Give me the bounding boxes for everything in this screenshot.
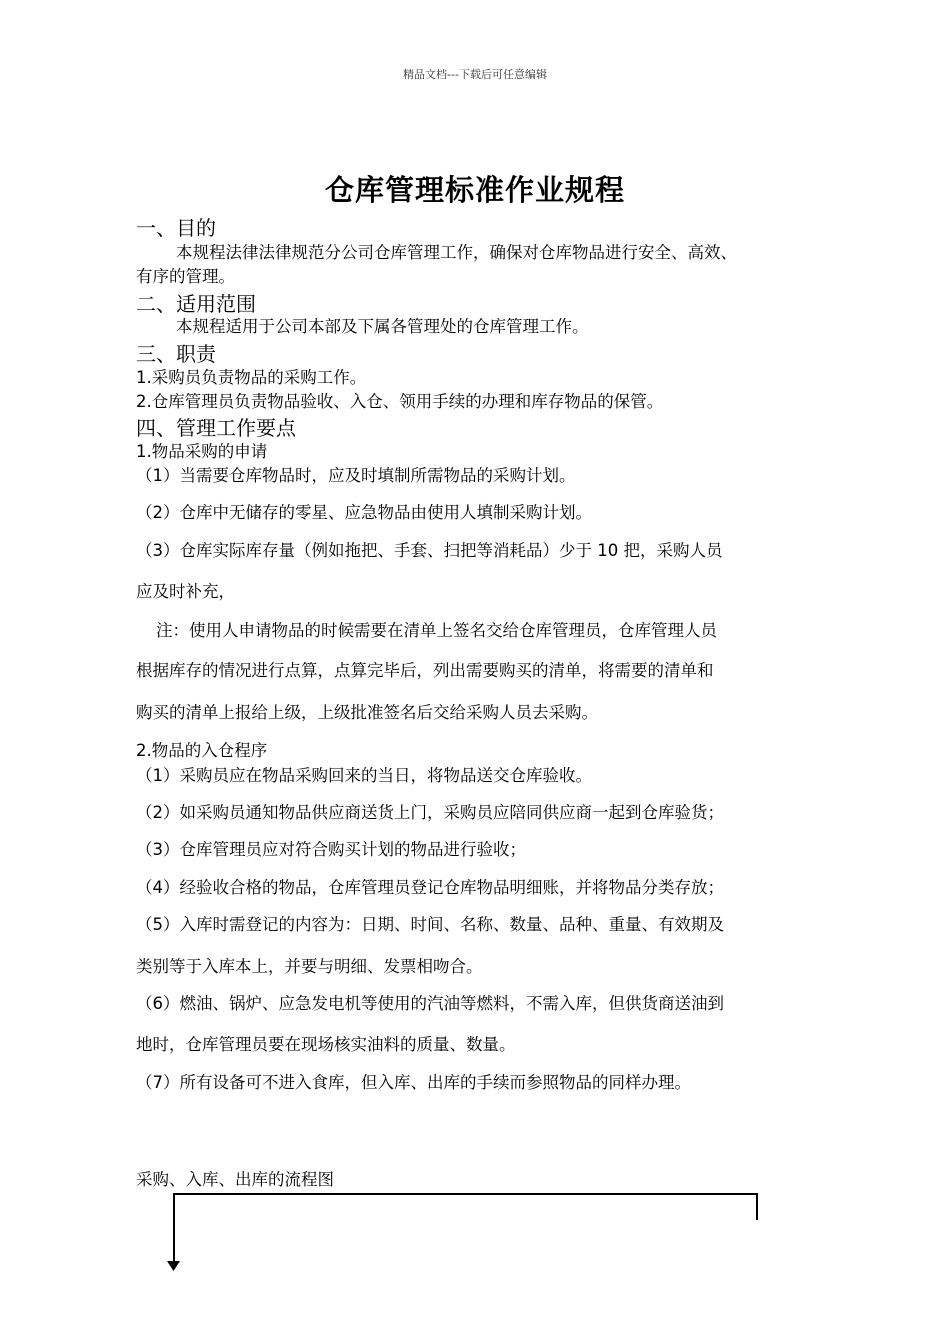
page-header: 精品文档---下载后可任意编辑: [403, 68, 547, 81]
section-1-text-line: 有序的管理。: [136, 267, 235, 286]
procedure-item: （5）入库时需登记的内容为：日期、时间、名称、数量、品种、重量、有效期及: [136, 915, 724, 934]
subsection-heading: 2.物品的入仓程序: [136, 741, 268, 760]
document-title: 仓库管理标准作业规程: [324, 173, 625, 207]
flowchart-right-line: [756, 1193, 758, 1220]
procedure-item: （1）采购员应在物品采购回来的当日，将物品送交仓库验收。: [136, 766, 592, 785]
section-1-heading: 一、目的: [136, 216, 216, 240]
section-1-text-line: 本规程法律法律规范分公司仓库管理工作，确保对仓库物品进行安全、高效、: [176, 243, 737, 262]
procedure-item: （7）所有设备可不进入食库，但入库、出库的手续而参照物品的同样办理。: [136, 1073, 691, 1092]
procedure-item: （1）当需要仓库物品时，应及时填制所需物品的采购计划。: [136, 466, 576, 485]
note-text-line: 购买的清单上报给上级，上级批准签名后交给采购人员去采购。: [136, 703, 598, 722]
procedure-item: （2）仓库中无储存的零星、应急物品由使用人填制采购计划。: [136, 503, 592, 522]
arrow-down-icon: [167, 1261, 181, 1273]
duty-item: 1.采购员负责物品的采购工作。: [136, 368, 367, 387]
procedure-item: （3）仓库管理员应对符合购买计划的物品进行验收；: [136, 840, 526, 859]
section-4-heading: 四、管理工作要点: [136, 416, 296, 440]
flowchart-left-line: [173, 1193, 175, 1263]
duty-item: 2.仓库管理员负责物品验收、入仓、领用手续的办理和库存物品的保管。: [136, 392, 664, 411]
procedure-item: （2）如采购员通知物品供应商送货上门，采购员应陪同供应商一起到仓库验货；: [136, 803, 724, 822]
flowchart-caption: 采购、入库、出库的流程图: [136, 1170, 334, 1189]
section-2-text: 本规程适用于公司本部及下属各管理处的仓库管理工作。: [176, 317, 589, 336]
procedure-item-continued: 类别等于入库本上，并要与明细、发票相吻合。: [136, 957, 483, 976]
procedure-item-continued: 应及时补充，: [136, 582, 235, 601]
procedure-item: （3）仓库实际库存量（例如拖把、手套、扫把等消耗品）少于 10 把，采购人员: [136, 541, 723, 560]
note-text-line: 根据库存的情况进行点算，点算完毕后，列出需要购买的清单，将需要的清单和: [136, 661, 714, 680]
procedure-item: （6）燃油、锅炉、应急发电机等使用的汽油等燃料，不需入库，但供货商送油到: [136, 994, 724, 1013]
procedure-item-continued: 地时，仓库管理员要在现场核实油料的质量、数量。: [136, 1035, 516, 1054]
flowchart-top-line: [173, 1193, 758, 1195]
procedure-item: （4）经验收合格的物品，仓库管理员登记仓库物品明细账，并将物品分类存放；: [136, 878, 724, 897]
subsection-heading: 1.物品采购的申请: [136, 442, 268, 461]
section-2-heading: 二、适用范围: [136, 292, 256, 316]
section-3-heading: 三、职责: [136, 342, 216, 366]
note-text-line: 注：使用人申请物品的时候需要在清单上签名交给仓库管理员，仓库管理人员: [156, 621, 717, 640]
